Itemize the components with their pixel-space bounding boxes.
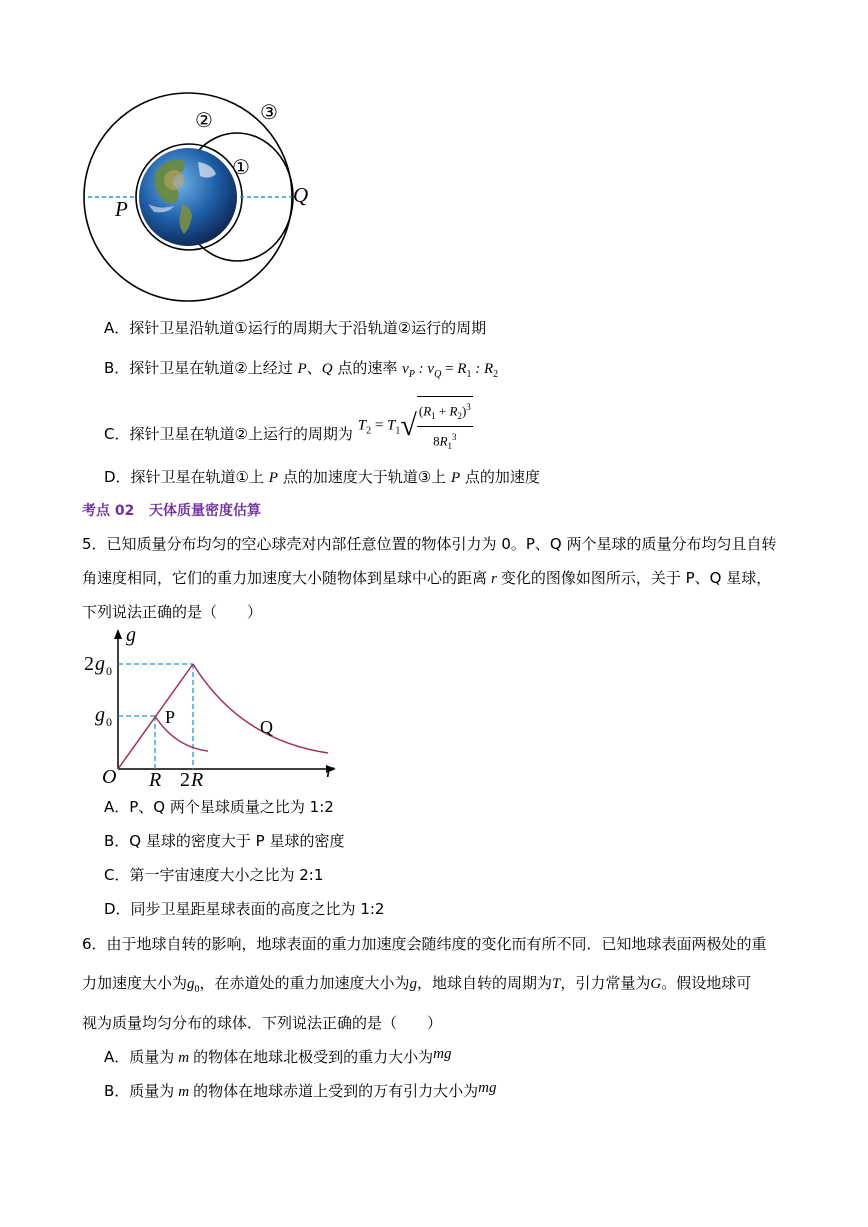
point-p: P — [268, 470, 278, 486]
curve-p-label: P — [165, 707, 176, 727]
q6-option-b-rest: 的物体在地球赤道上受到的万有引力大小为 — [193, 1082, 479, 1100]
q6-option-a-text: A．质量为 — [104, 1048, 175, 1066]
tick-g0-g: g — [95, 704, 105, 726]
q5-option-c: C．第一宇宙速度大小之比为 2:1 — [104, 866, 324, 884]
variable-mg: mg — [478, 1080, 497, 1096]
point-p: P — [450, 470, 461, 486]
q6-line-1: 6．由于地球自转的影响，地球表面的重力加速度会随纬度的变化而有所不同．已知地球表面两极处的重 — [82, 935, 767, 953]
q5-option-a: A．P、Q 两个星球质量之比为 1:2 — [104, 798, 334, 816]
orbit-1-label: ① — [232, 157, 250, 179]
tick-2r-2: 2 — [180, 769, 190, 790]
tick-2g0-g: g — [95, 653, 105, 675]
q4-option-d-suffix: 点的加速度 — [464, 468, 540, 486]
earth-image — [139, 148, 237, 246]
point-q: Q — [321, 361, 333, 377]
variable-gravitational-constant: G — [650, 976, 662, 992]
y-axis-label: g — [126, 625, 136, 646]
q6-text: 。假设地球可 — [661, 974, 752, 992]
variable-r: r — [491, 571, 497, 587]
x-axis-label: r — [326, 760, 334, 782]
tick-2r-r: R — [191, 769, 204, 790]
curve-p — [155, 716, 208, 751]
q5-line-2 — [82, 568, 771, 589]
q4-option-d — [104, 467, 540, 488]
q4-option-b — [104, 358, 498, 385]
tick-2g0-sub: 0 — [106, 664, 112, 678]
g-vs-r-graph — [80, 625, 345, 790]
q6-text: ，在赤道处的重力加速度大小为 — [199, 974, 410, 992]
q5-line-2-rest: 变化的图像如图所示，关于 P、Q 星球， — [500, 569, 772, 587]
q6-option-a-rest: 的物体在地球北极受到的重力大小为 — [193, 1048, 434, 1066]
q4-option-c-text: C．探针卫星在轨道②上运行的周期为 — [104, 424, 353, 443]
q6-line-3: 视为质量均匀分布的球体．下列说法正确的是（ ） — [82, 1014, 443, 1032]
q5-line-1: 5．已知质量分布均匀的空心球壳对内部任意位置的物体引力为 0。P、Q 两个星球的质量分布均匀且自转 — [82, 535, 777, 553]
period-formula: $T_2 = T_1√$ $\frac{(R_1 + R_2)^3}{8R_1^3}$ — [358, 396, 473, 456]
q4-option-c — [104, 402, 473, 451]
q5-option-d: D．同步卫星距星球表面的高度之比为 1:2 — [104, 900, 385, 918]
section-title: 天体质量密度估算 — [148, 503, 261, 519]
q5-line-2-text: 角速度相同，它们的重力加速度大小随物体到星球中心的距离 — [82, 569, 488, 587]
curve-q — [193, 664, 328, 753]
q4-option-a-text: A．探针卫星沿轨道①运行的周期大于沿轨道②运行的周期 — [104, 319, 487, 337]
tick-g0-sub: 0 — [106, 715, 112, 729]
q4-option-b-text: B．探针卫星在轨道②上经过 — [104, 359, 293, 377]
orbit-3-label: ③ — [260, 102, 278, 124]
point-p: P — [297, 361, 307, 377]
q6-text: ，引力常量为 — [560, 974, 651, 992]
variable-g0: g — [187, 976, 195, 992]
variable-m: m — [178, 1084, 190, 1100]
q6-option-a — [104, 1047, 451, 1068]
variable-g: g — [409, 976, 418, 992]
variable-t: T — [552, 976, 561, 992]
q6-line-2 — [82, 973, 751, 1000]
variable-mg: mg — [433, 1046, 452, 1062]
q4-option-b-mid: 点的速率 — [337, 359, 398, 377]
tick-2g0-2: 2 — [84, 653, 94, 675]
curve-q-label: Q — [260, 717, 273, 737]
separator: 、 — [306, 359, 322, 377]
orbit-2-label: ② — [195, 110, 213, 132]
q4-option-d-mid: 点的加速度大于轨道③上 — [282, 468, 447, 486]
origin-label: O — [102, 766, 117, 788]
subscript-0: 0 — [194, 984, 200, 995]
q5-line-3: 下列说法正确的是（ ） — [82, 603, 263, 621]
q6-option-b-text: B．质量为 — [104, 1082, 175, 1100]
tick-r: R — [149, 769, 162, 790]
point-q-label: Q — [293, 183, 309, 207]
point-p-label: P — [115, 197, 128, 221]
q6-text: 力加速度大小为 — [82, 974, 188, 992]
q6-option-b — [104, 1081, 497, 1102]
q6-text: ，地球自转的周期为 — [417, 974, 553, 992]
variable-m: m — [178, 1050, 190, 1066]
q4-option-d-text: D．探针卫星在轨道①上 — [104, 468, 264, 486]
section-label: 考点 02 — [82, 503, 135, 519]
velocity-ratio-formula: $v_P$ : $v_Q = R_1$ : $R_2$ — [402, 361, 499, 380]
orbit-figure — [78, 92, 328, 304]
q5-option-b: B．Q 星球的密度大于 P 星球的密度 — [104, 832, 345, 850]
q4-option-a — [104, 318, 486, 338]
section-header — [82, 500, 261, 520]
